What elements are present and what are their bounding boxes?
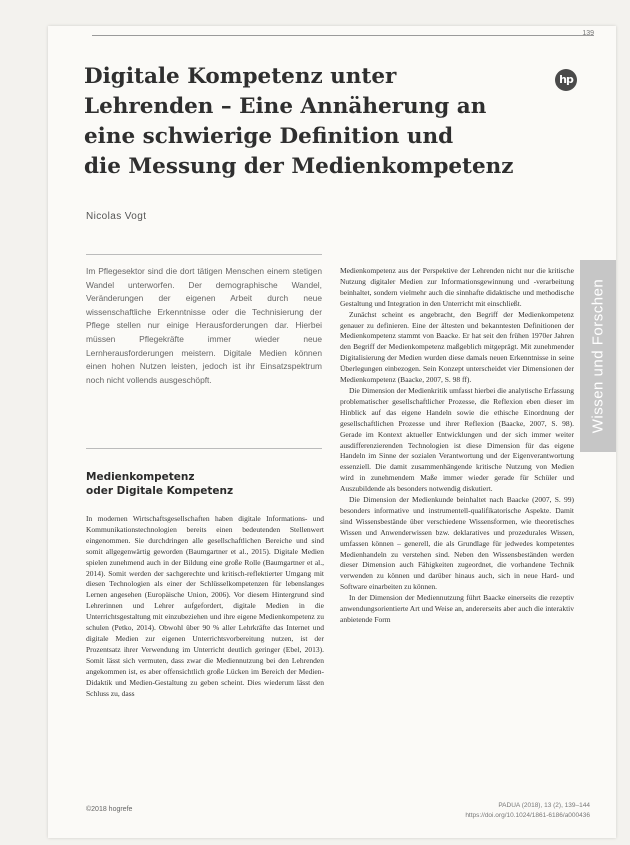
paragraph: Medienkompetenz aus der Perspektive der Lehrenden nicht nur die kritische Nutzung digitaler Medien zur Informationsgewinnung und -verarbeitung beinhaltet, sondern vielmehr auch die sinnhafte didaktische und methodische Gestaltung und Integration in den Unterricht mit einschließt. [340, 266, 574, 308]
title-line: eine schwierige Definition und [84, 124, 454, 149]
citation-footer [465, 801, 590, 820]
paragraph: Die Dimension der Medienkunde beinhaltet nach Baacke (2007, S. 99) besonders informative und instrumentell-qualifikatorische Aspekte. Damit sind Wissensbestände über verschiedene Wissensformen, wie theoretisches Wissen und Anwenderwissen bzw. deklaratives und prozedurales Wissen, umfassen können – generell, die als Grundlage für jedwedes kompetentes Medienhandeln zu verstehen sind. Neben den Wissensbeständen werden dieser Dimension auch Fähigkeiten zugeordnet, die vorhandene Technik verwenden zu können und darüber hinaus auch, sich in neue Hard- und Software einarbeiten zu können. [340, 495, 574, 592]
body-column-left [86, 514, 324, 699]
copyright: ©2018 hogrefe [86, 806, 133, 813]
author-name: Nicolas Vogt [86, 211, 147, 222]
section-tab-label: Wissen und Forschen [589, 278, 607, 434]
title-line: Lehrenden – Eine Annäherung an [84, 94, 487, 119]
section-tab [580, 260, 616, 452]
title-line: die Messung der Medienkompetenz [84, 154, 514, 179]
header-rule [92, 35, 594, 36]
publisher-logo: hp [555, 69, 577, 91]
section-heading [86, 470, 322, 498]
article-title [84, 62, 554, 182]
doi-link[interactable]: https://doi.org/10.1024/1861-6186/a000436 [465, 811, 590, 819]
abstract-bottom-rule [86, 448, 322, 449]
paragraph: In der Dimension der Mediennutzung führt Baacke einerseits die rezeptiv anwendungsorientierte Art und Weise an, andererseits aber auch die interaktiv anbietende Form [340, 593, 574, 624]
journal-citation: PADUA (2018), 13 (2), 139–144 [498, 802, 590, 809]
abstract: Im Pflegesektor sind die dort tätigen Menschen einem stetigen Wandel unterworfen. Der demographische Wandel, Veränderungen der eigenen Arbeit durch neue wissenschaftliche Erkenntnisse oder die Technisierung der Pflege stellen nur einige Herausforderungen dar. Hierbei müssen Pflegekräfte immer wieder neue Lernherausforderungen meistern. Digitale Medien können einen hohen Nutzen leisten, jedoch ist ihr Einsatzspektrum noch nicht vollends ausgeschöpft. [86, 266, 322, 385]
page-number: 139 [582, 30, 594, 37]
paragraph: Die Dimension der Medienkritik umfasst hierbei die analytische Erfassung problematischer gesellschaftlicher Prozesse, die Reflexion eben dieser im Hinblick auf das eigene Handeln sowie die ethische Einordnung der gesellschaftlichen Prozesse und ihrer Reflexion (Baacke, 2007, S. 98). Gerade im Kontext aktueller Entwicklungen und der sich immer weiter ausdifferenzierenden Technologien ist diese Dimension für das eigene Handeln im Sinne der sozialen Verantwortung und der Eigenverantwortung essenziell. Die damit zusammenhängende kritische Nutzung von Medien wird in zunehmendem Maße immer wieder gerade für Schüler und Auszubildende als besonders notwendig diskutiert. [340, 385, 574, 494]
abstract-top-rule [86, 254, 322, 255]
title-line: Digitale Kompetenz unter [84, 64, 397, 89]
body-column-right [340, 266, 574, 626]
section-heading-line: Medienkompetenz [86, 471, 195, 483]
paragraph: In modernen Wirtschaftsgesellschaften haben digitale Informations- und Kommunikationstechnologien bereits einen bedeutenden Stellenwert eingenommen. Sie durchdringen alle gesellschaftlichen Bereiche und sind somit allgegenwärtig geworden (Baumgartner et al., 2015). Digitale Medien spielen zunehmend auch in der Bildung eine große Rolle (Baumgartner et al., 2014). Somit werden der sachgerechte und kritisch-reflektierter Umgang mit diesen Technologien als einer der Schlüsselkompetenzen für lebenslanges Lernen angesehen (Europäische Union, 2006). Vor diesem Hintergrund sind Lehrerinnen und Lehrer aufgefordert, digitale Medien in die Unterrichtsgestaltung mit einzubeziehen und ihre eigene Medienkompetenz zu schulen (Petko, 2014). Obwohl über 90 % aller Lehrkräfte das Internet und digitale Medien zur eigenen Unterrichtsvorbereitung nutzen, ist der Prozentsatz ihrer Verwendung im Unterricht deutlich geringer (Ebel, 2013). Somit lässt sich vermuten, dass zwar die Mediennutzung bei den Lehrenden angekommen ist, es aber offensichtlich große Lücken im Bereich der Medien-Didaktik und Medien-Gestaltung zu geben scheint. Dies wiederum lässt den Schluss zu, dass [86, 514, 324, 698]
section-heading-line: oder Digitale Kompetenz [86, 485, 234, 497]
paragraph: Zunächst scheint es angebracht, den Begriff der Medienkompetenz genauer zu definieren. Eine der ältesten und bekanntesten Definitionen der Medienkompetenz stammt von Baacke. Er hat seit den frühen 1970er Jahren den Begriff der Medienkompetenz maßgeblich mitgeprägt. Mit zunehmender Digitalisierung der Medien wurden diese damals neuen Erkenntnisse in seine Überlegungen einbezogen. Sein Konzept unterscheidet vier Dimensionen der Medienkompetenz (Baacke, 2007, S. 98 ff). [340, 309, 574, 385]
